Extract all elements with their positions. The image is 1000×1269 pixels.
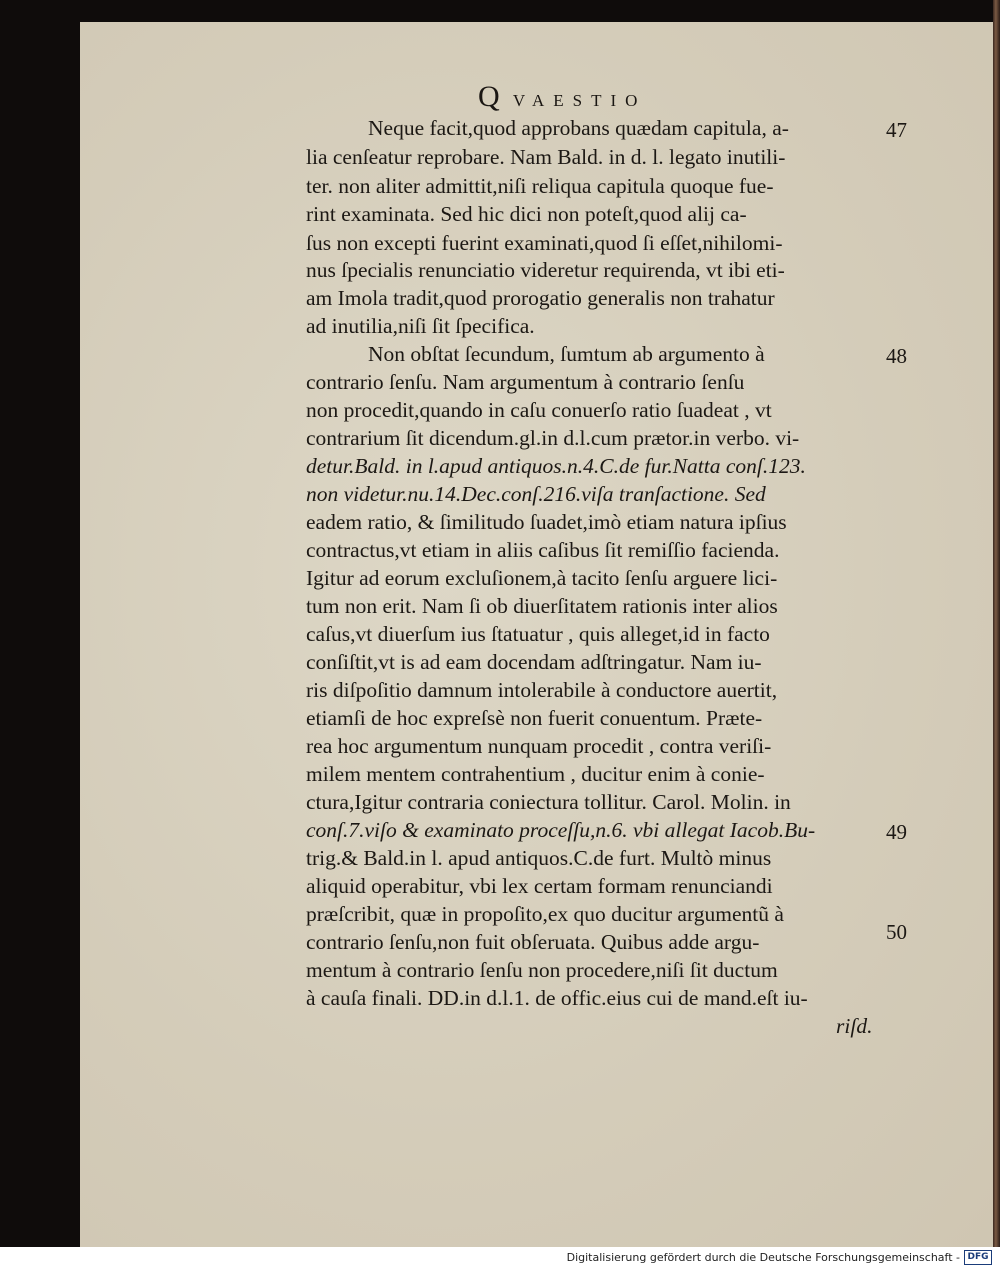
text-line: trig.& Bald.in l. apud antiquos.C.de furt. Multò minus xyxy=(306,846,772,870)
text-line: non videtur.nu.14.Dec.conſ.216.viſa tranſactione. Sed xyxy=(306,482,766,506)
text-line: conſ.7.viſo & examinato proceſſu,n.6. vbi allegat Iacob.Bu- xyxy=(306,818,816,842)
text-line: rea hoc argumentum nunquam procedit , contra veriſi- xyxy=(306,734,772,758)
text-line: Non obſtat ſecundum, ſumtum ab argumento à xyxy=(368,342,765,366)
text-line: caſus,vt diuerſum ius ſtatuatur , quis alleget,id in facto xyxy=(306,622,770,646)
text-line: milem mentem contrahentium , ducitur enim à conie- xyxy=(306,762,765,786)
text-line: mentum à contrario ſenſu non procedere,niſi ſit ductum xyxy=(306,958,778,982)
book-edge xyxy=(993,0,1000,1247)
text-line: non procedit,quando in caſu conuerſo ratio ſuadeat , vt xyxy=(306,398,772,422)
dfg-logo-icon: DFG xyxy=(964,1250,992,1265)
text-line: nus ſpecialis renunciatio videretur requirenda, vt ibi eti- xyxy=(306,258,785,282)
text-line: etiamſi de hoc expreſsè non fuerit conuentum. Præte- xyxy=(306,706,763,730)
margin-number: 48 xyxy=(886,344,907,368)
margin-number: 50 xyxy=(886,920,907,944)
text-line: contrario ſenſu,non fuit obſeruata. Quibus adde argu- xyxy=(306,930,760,954)
text-line: Neque facit,quod approbans quædam capitula, a- xyxy=(368,116,789,140)
margin-number: 49 xyxy=(886,820,907,844)
footer-credit: Digitalisierung gefördert durch die Deutsche Forschungsgemeinschaft - xyxy=(566,1251,960,1264)
text-line: ris diſpoſitio damnum intolerabile à conductore auertit, xyxy=(306,678,778,702)
margin-number: 47 xyxy=(886,118,907,142)
footer-bar xyxy=(0,1247,1000,1269)
text-line: riſd. xyxy=(836,1014,873,1038)
text-line: Igitur ad eorum excluſionem,à tacito ſenſu arguere lici- xyxy=(306,566,778,590)
running-head-rest: VAESTIO xyxy=(512,91,647,110)
text-line: detur.Bald. in l.apud antiquos.n.4.C.de fur.Natta conſ.123. xyxy=(306,454,806,478)
text-line: contractus,vt etiam in aliis caſibus ſit remiſſio facienda. xyxy=(306,538,780,562)
text-line: ſus non excepti fuerint examinati,quod ſi eſſet,nihilomi- xyxy=(306,231,783,255)
text-line: præſcribit, quæ in propoſito,ex quo ducitur argumentũ à xyxy=(306,902,784,926)
text-line: à cauſa finali. DD.in d.l.1. de offic.eius cui de mand.eſt iu- xyxy=(306,986,808,1010)
text-line: am Imola tradit,quod prorogatio generalis non trahatur xyxy=(306,286,775,310)
text-line: ctura,Igitur contraria coniectura tollitur. Carol. Molin. in xyxy=(306,790,791,814)
text-line: eadem ratio, & ſimilitudo ſuadet,imò etiam natura ipſius xyxy=(306,510,787,534)
text-line: contrario ſenſu. Nam argumentum à contrario ſenſu xyxy=(306,370,745,394)
text-line: lia cenſeatur reprobare. Nam Bald. in d. l. legato inutili- xyxy=(306,145,786,169)
text-line: aliquid operabitur, vbi lex certam formam renunciandi xyxy=(306,874,773,898)
running-head-initial: Q xyxy=(478,80,502,113)
text-line: tum non erit. Nam ſi ob diuerſitatem rationis inter alios xyxy=(306,594,778,618)
text-line: ter. non aliter admittit,niſi reliqua capitula quoque fue- xyxy=(306,174,774,198)
text-line: conſiſtit,vt is ad eam docendam adſtringatur. Nam iu- xyxy=(306,650,762,674)
text-line: contrarium ſit dicendum.gl.in d.l.cum prætor.in verbo. vi- xyxy=(306,426,800,450)
text-line: rint examinata. Sed hic dici non poteſt,quod alij ca- xyxy=(306,202,747,226)
text-line: ad inutilia,niſi ſit ſpecifica. xyxy=(306,314,535,338)
